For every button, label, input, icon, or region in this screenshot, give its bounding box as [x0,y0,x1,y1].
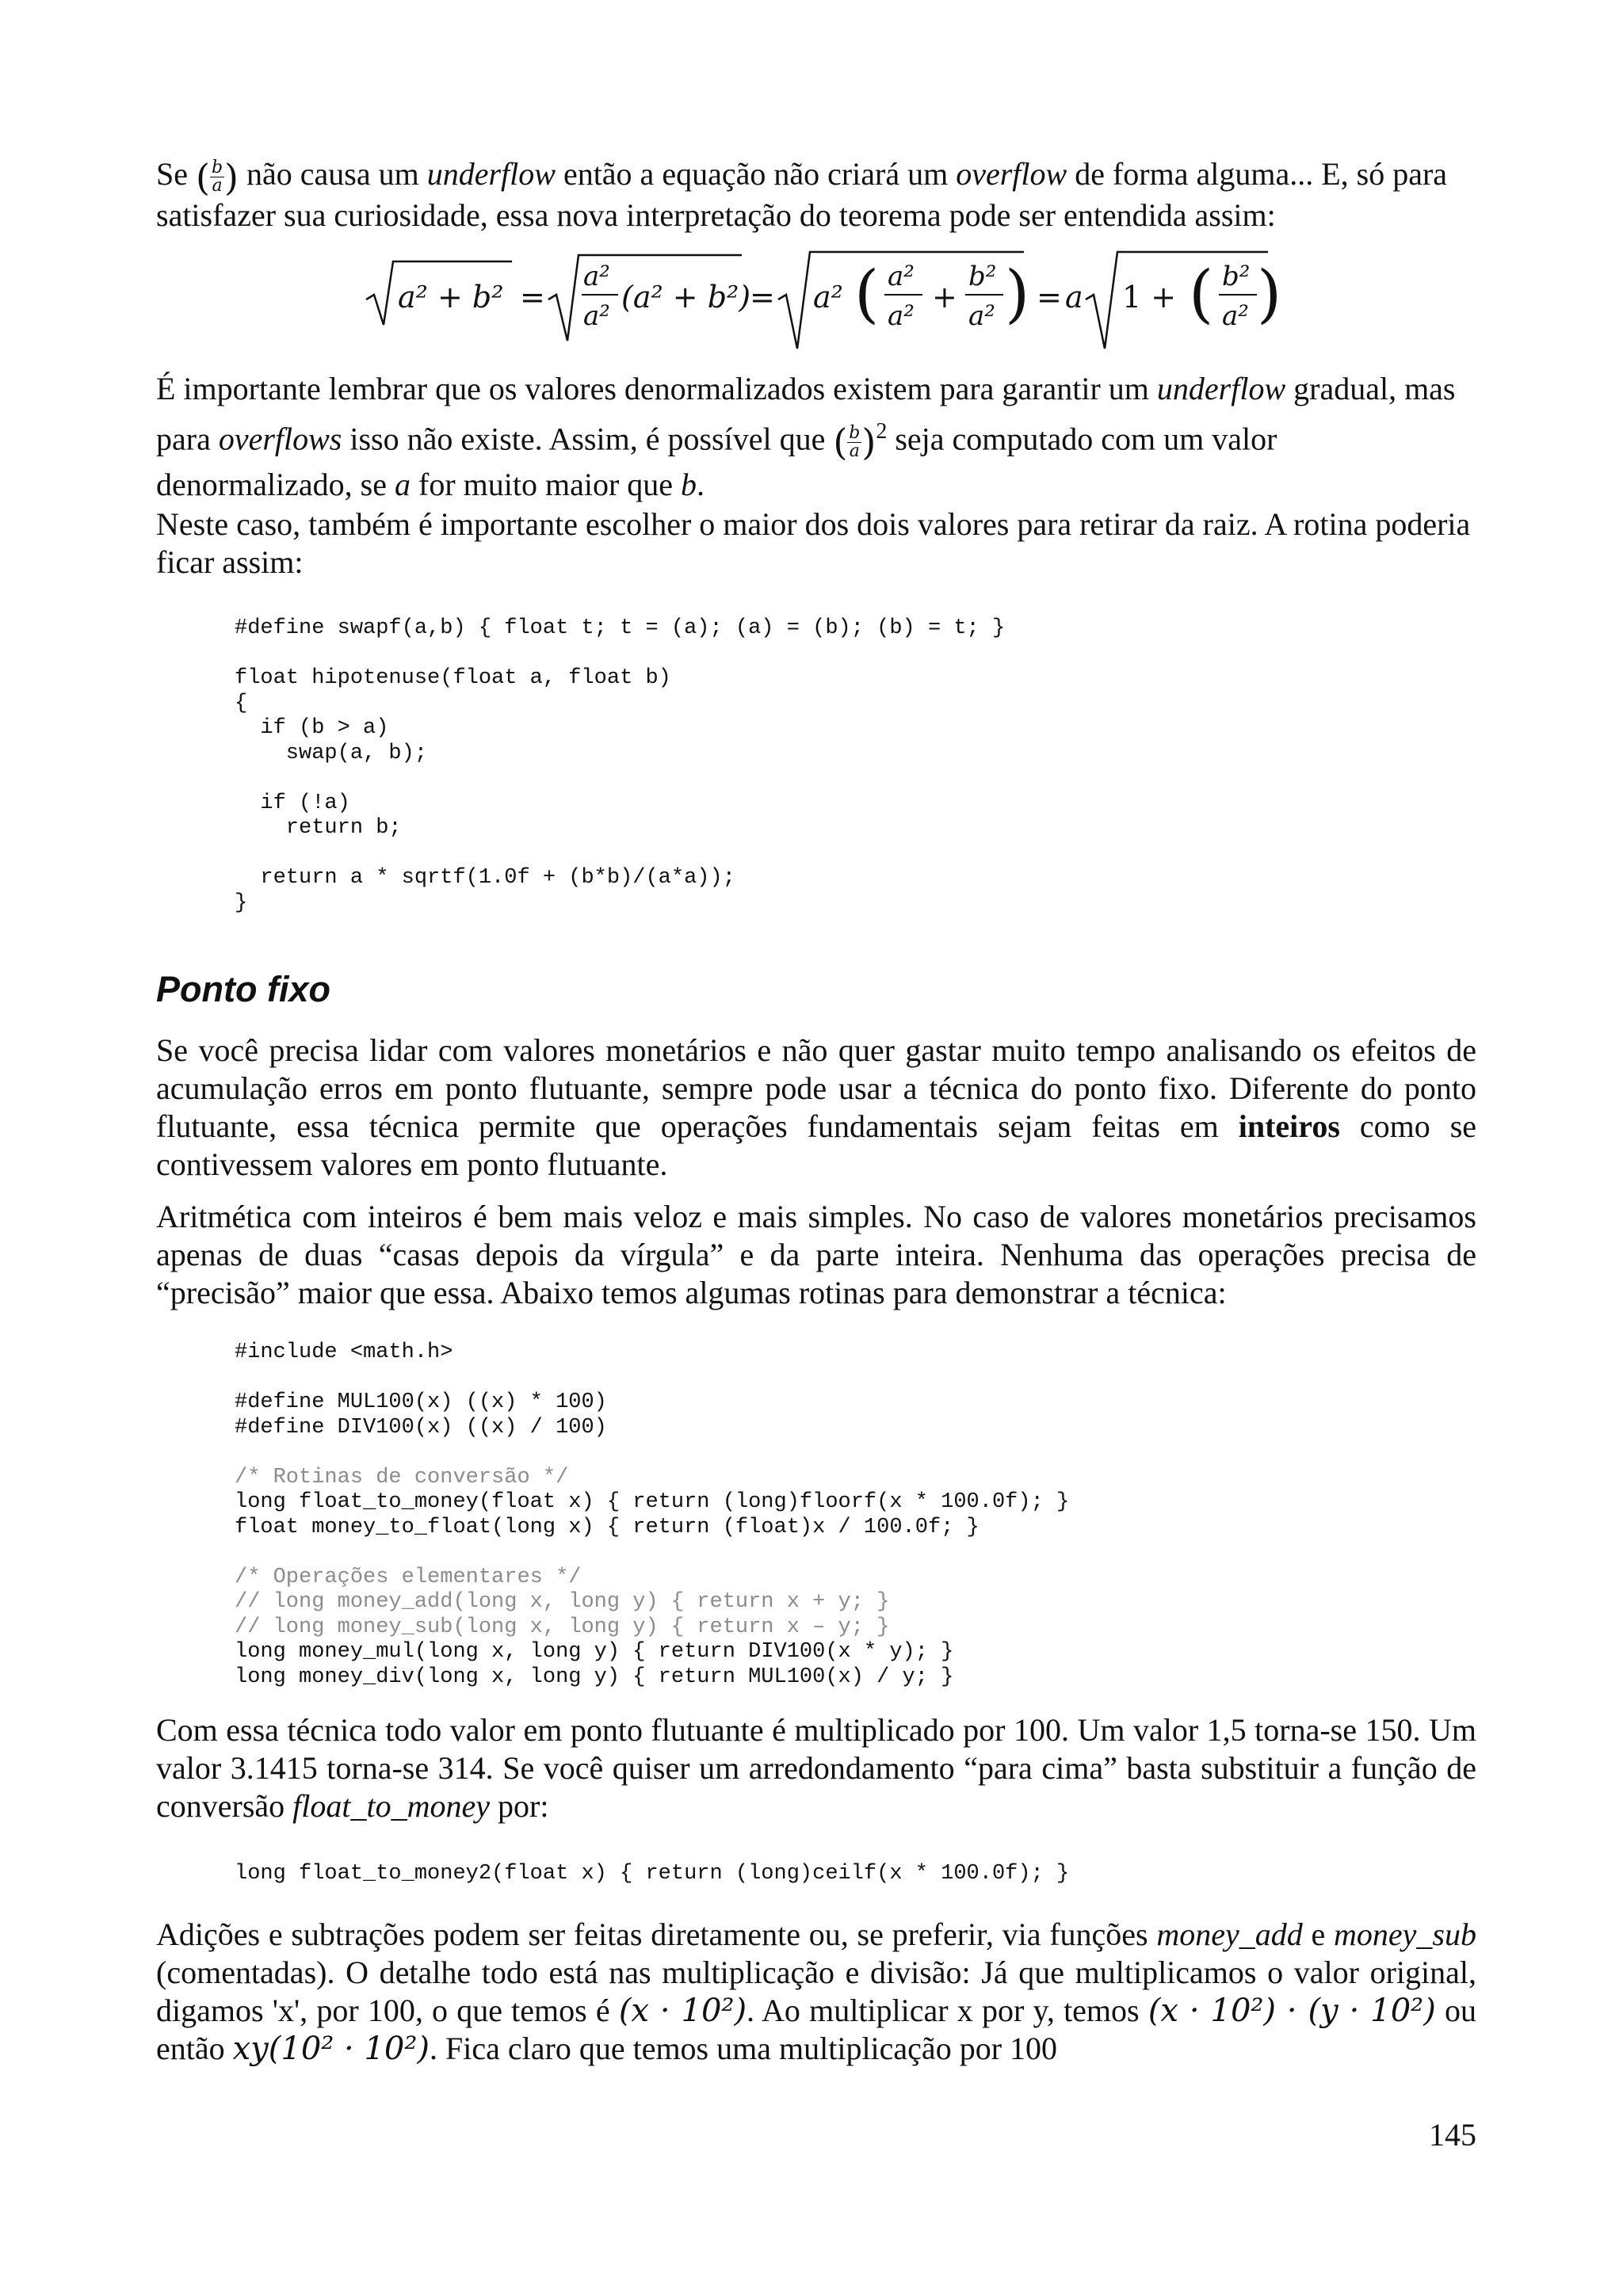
code-comment: /* Rotinas de conversão */ [235,1465,569,1489]
eq-t2-f1-num: a² [888,261,915,292]
eq-t1-den: a² [583,300,610,332]
inline-math: (x · 10²) [618,1993,747,2029]
code-line: float money_to_float(long x) { return (float)x / 100.0f; } [235,1515,980,1539]
code-line: return b; [235,816,402,840]
eq-equals-1: = [520,280,545,315]
code-blank [235,841,1005,867]
paragraph-fixed-point [156,1032,1476,1184]
var-a: a [395,467,411,503]
paren-close: ) [1005,257,1030,330]
text-run: por: [490,1788,549,1824]
code-comment: /* Operações elementares */ [235,1565,582,1589]
code-line: swap(a, b); [235,741,428,765]
eq-t1-num: a² [583,261,610,292]
text-run: Adições e subtrações podem ser feitas diretamente ou, se preferir, via funções [156,1917,1157,1952]
text-run: de forma alguma... E, só para satisfazer sua curiosidade, essa nova interpretação do teorema pode ser entendida assim: [156,156,1448,233]
code-line: long money_div(long x, long y) { return MUL100(x) / y; } [235,1665,954,1689]
eq-t1-rest: (a² + b²) [621,280,751,315]
code-line: #define DIV100(x) ((x) / 100) [235,1415,607,1440]
eq-equals-3: = [1037,280,1062,315]
text-run: não causa um [239,156,427,192]
paren-open: ( [854,257,880,330]
code-line: #define swapf(a,b) { float t; t = (a); (a) = (b); (b) = t; } [235,616,1006,640]
text-run: ou então [156,1993,1476,2066]
eq-t3-pre: a [1065,280,1083,315]
text-run: seja computado com um valor denormalizado, se [156,421,1277,503]
eq-t2-f2-num: b² [968,261,997,292]
bold-term: inteiros [1238,1108,1340,1144]
code-line: if (!a) [235,791,350,815]
code-line: } [235,891,248,915]
term-underflow: underflow [426,156,556,192]
code-blank [235,1540,1069,1566]
code-block-hypotenuse [235,616,1005,916]
paragraph-rounding [156,1711,1476,1825]
eq-lhs: a² + b² [398,280,504,315]
paren-close-2: ) [1257,257,1282,330]
display-equation [365,247,1284,355]
code-blank [235,642,1005,667]
code-line: if (b > a) [235,716,389,740]
page-number: 145 [1429,2117,1476,2153]
code-line: #define MUL100(x) ((x) * 100) [235,1390,607,1414]
eq-t2-f2-den: a² [968,300,995,332]
inline-math: (x · 10²) · (y · 10²) [1148,1993,1436,2029]
term-overflow: overflow [956,156,1067,192]
code-line: #include <math.h> [235,1341,453,1364]
inline-fraction: $\frac{b}{a}$ [211,158,223,196]
code-blank [235,1440,1069,1466]
text-run: É importante lembrar que os valores denormalizados existem para garantir um [156,371,1157,406]
var-b: b [681,467,697,503]
code-block-money [235,1341,1069,1690]
code-line: long money_mul(long x, long y) { return DIV100(x * y); } [235,1640,954,1664]
paragraph-denormalized: É importante lembrar que os valores denormalizados existem para garantir um underflow gradual, mas para overflows isso não existe. Assim, é possível que ( $\frac{b}{a}$ )$^2$ seja computado com um valor denormalizado, se a for muito maior que b. [156,371,1456,503]
term-overflows: overflows [218,421,342,457]
text-run: . Ao multiplicar x por y, temos [747,1993,1148,2028]
paragraph-intro: Se ( $\frac{b}{a}$ ) não causa um underflow então a equação não criará um overflow de forma alguma... E, só para satisfazer sua curiosidade, essa nova interpretação do teorema pode ser entendida assim: [156,155,1448,233]
eq-t2-f1-den: a² [888,300,915,332]
code-comment: // long money_sub(long x, long y) { return x – y; } [235,1615,890,1639]
text-run: Se você precisa lidar com valores monetários e não quer gastar muito tempo analisando os efeitos de acumulação erros em ponto flutuante, sempre pode usar a técnica do ponto fixo. Diferente do ponto flutuante, essa técnica permite que operações fundamentais sejam feitas em [156,1032,1476,1144]
text-run: isso não existe. Assim, é possível que [342,421,834,457]
code-line: float hipotenuse(float a, float b) [235,666,671,690]
eq-plus: + [932,280,957,315]
eq-t3-num: b² [1222,261,1251,292]
exponent: 2 [876,419,888,444]
text-run: for muito maior que [411,467,682,503]
function-name: money_add [1156,1917,1303,1952]
function-name: money_sub [1334,1917,1476,1952]
text-run: e [1302,1917,1335,1952]
text-run: . [697,467,705,503]
code-blank [235,766,1005,791]
function-name: float_to_money [292,1788,491,1824]
paren-open-2: ( [1189,257,1214,330]
text-run: Se [156,156,188,192]
text-run: . Fica claro que temos uma multiplicação por 100 [430,2031,1058,2066]
code-block-ceil [235,1862,1069,1887]
code-comment: // long money_add(long x, long y) { return x + y; } [235,1590,890,1614]
code-line: return a * sqrtf(1.0f + (b*b)/(a*a)); [235,866,735,890]
inline-fraction: $\frac{b}{a}$ [849,422,861,461]
eq-t2-pre: a² [813,280,843,315]
text-run: (comentadas). O detalhe todo está nas multiplicação e divisão: Já que multiplicamos o valor original, digamos 'x', por 100, o que temos é [156,1955,1476,2028]
term-underflow: underflow [1156,371,1286,406]
text-run: então a equação não criará um [555,156,957,192]
section-heading: Ponto fixo [156,969,330,1009]
code-line: long float_to_money2(float x) { return (long)ceilf(x * 100.0f); } [235,1862,1070,1886]
code-line: long float_to_money(float x) { return (long)floorf(x * 100.0f); } [235,1490,1070,1514]
eq-t3-one: 1 + [1122,280,1177,315]
eq-t3-den: a² [1222,300,1249,332]
eq-equals-2: = [750,280,775,315]
paragraph-routine: Neste caso, também é importante escolher o maior dos dois valores para retirar da raiz. A rotina poderia ficar assim: [156,506,1471,580]
text-run: Com essa técnica todo valor em ponto flutuante é multiplicado por 100. Um valor 1,5 torna-se 150. Um valor 3.1415 torna-se 314. Se você quiser um arredondamento “para cima” basta substituir a função de conversão [156,1712,1476,1824]
text-run: gradual, mas para [156,371,1456,457]
text-run: como se contivessem valores em ponto flutuante. [156,1108,1477,1182]
code-blank [235,1366,1069,1391]
inline-math: xy(10² · 10²) [232,2031,430,2067]
paragraph-operations [156,1916,1476,2068]
code-line: { [235,691,248,715]
paragraph-integer-arith: Aritmética com inteiros é bem mais veloz e mais simples. No caso de valores monetários precisamos apenas de duas “casas depois da vírgula” e da parte inteira. Nenhuma das operações precisa de “precisão” maior que essa. Abaixo temos algumas rotinas para demonstrar a técnica: [156,1199,1476,1310]
